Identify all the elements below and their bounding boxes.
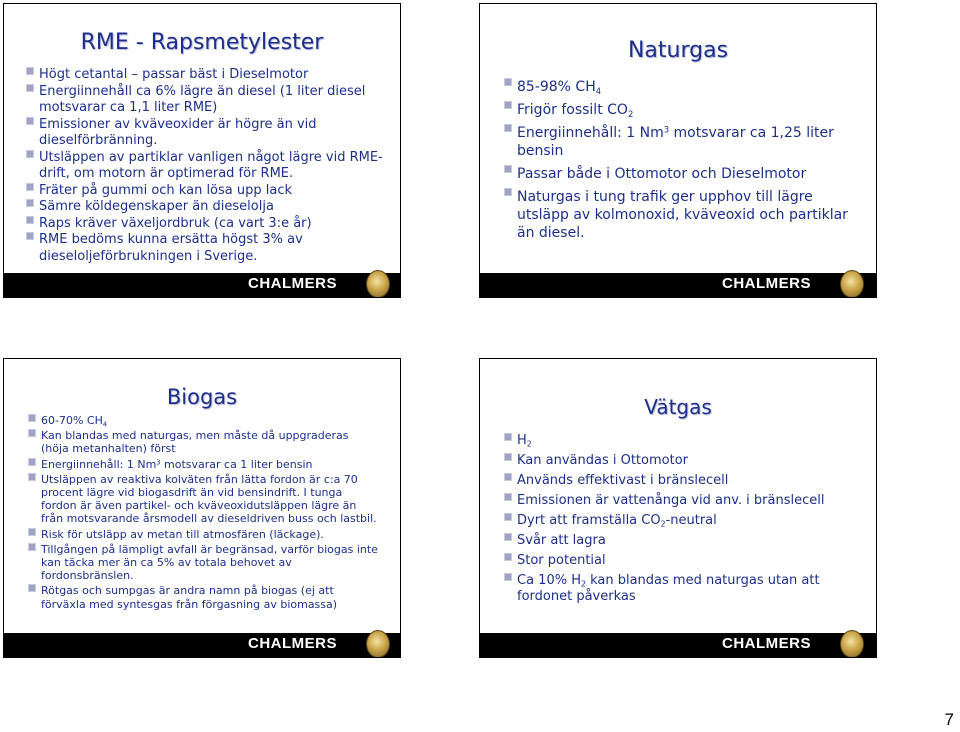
list-item: Kan användas i Ottomotor [504,453,854,469]
slide-footer [4,273,400,297]
slide-footer [4,633,400,657]
chalmers-crest-icon [366,630,390,658]
list-item: Utsläppen av reaktiva kolväten från lätta fordon är c:a 70 procent lägre vid biogasdrift än vid bensindrift. I tunga fordon är även partikel- och kväveoxidutsläppen lägre än från motsvarande årsmodell av dieseldriven buss och lastbil. [28,473,378,526]
list-item: Ca 10% $H_2$ kan blandas med naturgas utan att fordonet påverkas [504,573,854,605]
slide-footer [480,273,876,297]
list-item: Naturgas i tung trafik ger upphov till lägre utsläpp av kolmonoxid, kväveoxid och partiklar än diesel. [504,188,864,242]
list-item: Passar både i Ottomotor och Dieselmotor [504,165,864,183]
list-item: RME bedöms kunna ersätta högst 3% av dieseloljeförbrukningen i Sverige. [26,232,386,265]
list-item: Frigör fossilt $CO_2$ [504,101,864,119]
slide-rme [3,3,401,298]
list-item: Dyrt att framställa $CO_2$-neutral [504,513,854,529]
list-item: Svår att lagra [504,533,854,549]
list-item: Stor potential [504,553,854,569]
slide-title: RME - Rapsmetylester [80,30,324,55]
chalmers-logo-text: CHALMERS [248,635,337,652]
slide-title: Biogas [166,385,238,409]
slide-biogas [3,358,401,658]
list-item: Rötgas och sumpgas är andra namn på biogas (ej att förväxla med syntesgas från förgasning av biomassa) [28,584,378,610]
list-item: Risk för utsläpp av metan till atmosfären (läckage). [28,528,378,541]
list-item: Fräter på gummi och kan lösa upp lack [26,183,386,200]
slide-title: Vätgas [644,395,712,419]
list-item: 85-98% $CH_4$ [504,78,864,96]
list-item: Tillgången på lämpligt avfall är begränsad, varför biogas inte kan täcka mer än ca 5% av totala behovet av fordonsbränslen. [28,543,378,583]
slide-naturgas [479,3,877,298]
chalmers-crest-icon [840,270,864,298]
chalmers-crest-icon [366,270,390,298]
slide-footer [480,633,876,657]
list-item: Emissioner av kväveoxider är högre än vid dieselförbränning. [26,117,386,150]
list-item: Används effektivast i bränslecell [504,473,854,489]
list-item: $H_2$ [504,433,854,449]
bullet-list [28,414,378,611]
list-item: Raps kräver växeljordbruk (ca vart 3:e år) [26,216,386,233]
bullet-list [504,433,854,605]
chalmers-logo-text: CHALMERS [248,275,337,292]
page-number: 7 [944,710,954,729]
bullet-list [26,67,386,265]
list-item: Kan blandas med naturgas, men måste då uppgraderas (höja metanhalten) först [28,429,378,455]
list-item: Högt cetantal – passar bäst i Dieselmotor [26,67,386,84]
slide-vatgas [479,358,877,658]
list-item: Energiinnehåll: 1 Nm$^3$ motsvarar ca 1 liter bensin [28,458,378,471]
chalmers-logo-text: CHALMERS [722,635,811,652]
bullet-list [504,78,864,242]
list-item: 60-70% $CH_4$ [28,414,378,427]
list-item: Energiinnehåll ca 6% lägre än diesel (1 liter diesel motsvarar ca 1,1 liter RME) [26,84,386,117]
list-item: Energiinnehåll: 1 Nm$^3$ motsvarar ca 1,25 liter bensin [504,124,864,160]
list-item: Emissionen är vattenånga vid anv. i bränslecell [504,493,854,509]
list-item: Sämre köldegenskaper än dieselolja [26,199,386,216]
chalmers-logo-text: CHALMERS [722,275,811,292]
list-item: Utsläppen av partiklar vanligen något lägre vid RME-drift, om motorn är optimerad för RME. [26,150,386,183]
slide-title: Naturgas [627,38,729,63]
chalmers-crest-icon [840,630,864,658]
